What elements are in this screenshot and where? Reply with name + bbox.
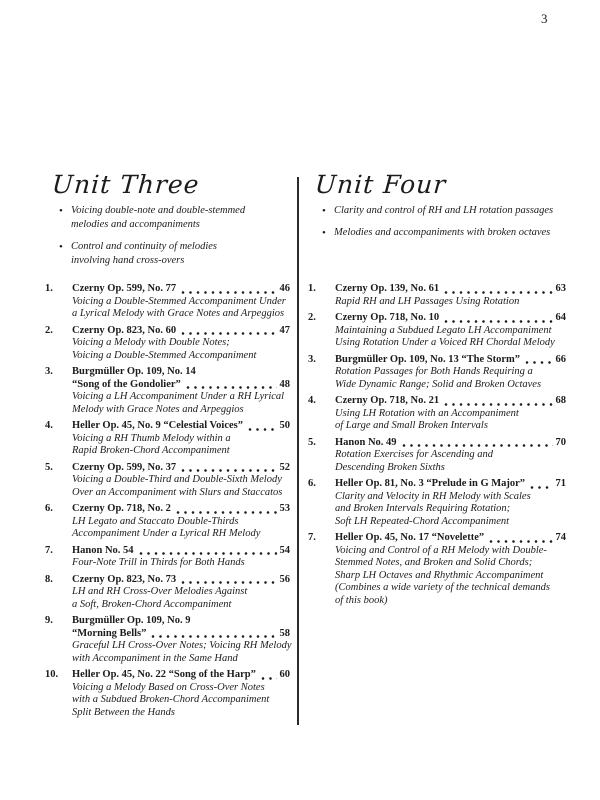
item-page-number: 48	[279, 378, 290, 390]
item-title: Hanon No. 54	[72, 544, 134, 556]
item-number: 3.	[45, 366, 53, 377]
toc-item	[45, 669, 290, 719]
toc-item	[308, 437, 566, 475]
item-page-number: 71	[555, 478, 566, 489]
unit-column	[45, 170, 292, 718]
dot-leader	[151, 635, 276, 638]
item-title-line	[335, 395, 566, 408]
dot-leader	[444, 320, 552, 323]
item-body	[72, 283, 290, 321]
bullet-text: Control and continuity of melodies involving hand cross-overs	[71, 241, 218, 266]
unit-title: Unit Four	[314, 170, 448, 199]
item-title-line	[335, 437, 566, 450]
item-page-number: 50	[279, 420, 290, 431]
dot-leader	[176, 511, 277, 514]
item-page-number: 53	[279, 503, 290, 514]
item-description-line: Voicing and Control of a RH Melody with Double-	[335, 544, 547, 556]
dot-leader	[444, 403, 552, 406]
toc-item	[45, 366, 290, 416]
item-title-line	[72, 283, 290, 296]
item-page-number: 68	[555, 395, 566, 406]
item-description-line: LH Legato and Staccato Double-Thirds	[72, 515, 239, 527]
item-description-line: (Combines a wide variety of the technical demands	[335, 582, 550, 593]
toc-item	[308, 395, 566, 433]
item-title-line	[72, 615, 290, 628]
item-body	[335, 283, 566, 308]
unit-bullet-list	[308, 204, 566, 240]
item-description-line: Voicing a Melody with Double Notes;	[72, 337, 230, 348]
item-title-line	[335, 478, 566, 491]
item-number: 7.	[45, 544, 53, 556]
item-number: 1.	[308, 283, 316, 294]
bullet-text: Melodies and accompaniments with broken octaves	[334, 227, 551, 238]
item-description-line: Voicing a Double-Stemmed Accompaniment Under	[72, 295, 286, 307]
toc-item	[308, 312, 566, 350]
item-description-line: a Lyrical Melody with Grace Notes and Arpeggios	[72, 308, 285, 319]
item-description-line: Soft LH Repeated-Chord Accompaniment	[335, 515, 510, 527]
item-title: “Song of the Gondolier”	[72, 378, 181, 390]
bullet-icon: •	[59, 205, 63, 217]
item-title-line	[72, 503, 290, 516]
item-body	[72, 325, 290, 363]
item-description-line: Rapid Broken-Chord Accompaniment	[72, 445, 230, 456]
item-description-line: LH and RH Cross-Over Melodies Against	[72, 586, 248, 597]
toc-item	[45, 503, 290, 541]
item-title-line	[72, 574, 290, 587]
item-number: 5.	[308, 436, 316, 448]
item-body	[72, 462, 290, 500]
item-title: “Morning Bells”	[72, 627, 147, 639]
dot-leader	[530, 486, 552, 489]
item-description-line: Sharp LH Octaves and Rhythmic Accompaniment	[335, 569, 544, 581]
item-body	[72, 545, 290, 570]
item-description-line: Rapid RH and LH Passages Using Rotation	[335, 295, 520, 307]
item-title: Czerny Op. 139, No. 61	[335, 283, 440, 294]
item-title: Czerny Op. 718, No. 2	[72, 503, 171, 514]
item-title: Czerny Op. 599, No. 77	[72, 283, 177, 294]
item-body	[72, 669, 290, 719]
item-title: Hanon No. 49	[335, 436, 397, 448]
item-body	[335, 437, 566, 475]
toc-item	[45, 325, 290, 363]
item-page-number: 58	[279, 627, 290, 639]
dot-leader	[402, 444, 553, 447]
item-number: 4.	[45, 420, 53, 431]
toc-item	[45, 462, 290, 500]
item-page-number: 64	[555, 312, 566, 323]
item-number: 10.	[45, 669, 59, 680]
toc-item	[45, 574, 290, 612]
item-description-line: Using LH Rotation with an Accompaniment	[335, 407, 519, 419]
item-title-line	[72, 669, 290, 682]
item-title: Burgmüller Op. 109, No. 13 “The Storm”	[335, 353, 521, 365]
item-description-line: Using Rotation Under a Voiced RH Chordal Melody	[335, 337, 555, 348]
item-number: 3.	[308, 353, 316, 365]
item-description-line: with a Subdued Broken-Chord Accompaniment	[72, 694, 270, 705]
item-title-line	[72, 366, 290, 379]
item-page-number: 47	[279, 324, 290, 336]
item-title-line	[72, 325, 290, 338]
item-number: 7.	[308, 532, 316, 543]
item-page-number: 70	[555, 436, 566, 448]
unit-title: Unit Three	[51, 170, 201, 199]
bullet-text: Voicing double-note and double-stemmed melodies and accompaniments	[71, 205, 246, 230]
item-number: 2.	[308, 312, 316, 323]
page-number: 3	[541, 11, 548, 26]
item-number: 2.	[45, 324, 53, 336]
bullet-item	[308, 204, 566, 218]
dot-leader	[181, 581, 276, 584]
item-title: Heller Op. 81, No. 3 “Prelude in G Major”	[335, 478, 526, 489]
item-body	[335, 312, 566, 350]
item-description-line: Four-Note Trill in Thirds for Both Hands	[72, 557, 245, 568]
toc-item	[45, 283, 290, 321]
item-body	[335, 478, 566, 528]
item-body	[72, 366, 290, 416]
bullet-icon: •	[322, 227, 326, 239]
item-title-line	[72, 462, 290, 475]
dot-leader	[444, 291, 552, 294]
item-page-number: 54	[279, 544, 290, 556]
item-description-line: Voicing a Melody Based on Cross-Over Notes	[72, 681, 265, 693]
item-body	[72, 420, 290, 458]
toc-item	[45, 420, 290, 458]
dot-leader	[139, 552, 277, 555]
item-title-line	[72, 420, 290, 433]
item-number: 5.	[45, 461, 53, 473]
item-description-line: of this book)	[335, 594, 388, 606]
item-page-number: 46	[279, 283, 290, 294]
item-number: 8.	[45, 573, 53, 585]
item-description-line: and Broken Intervals Requiring Rotation;	[335, 503, 511, 514]
dot-leader	[261, 677, 277, 680]
item-body	[335, 532, 566, 607]
unit-item-list	[45, 283, 290, 723]
bullet-icon: •	[322, 205, 326, 217]
item-body	[72, 615, 290, 665]
item-page-number: 56	[279, 573, 290, 585]
dot-leader	[525, 361, 552, 364]
bullet-icon: •	[59, 241, 63, 253]
dot-leader	[489, 540, 552, 543]
toc-item	[308, 532, 566, 607]
item-number: 9.	[45, 615, 53, 626]
item-title-line	[72, 628, 290, 641]
item-description-line: of Large and Small Broken Intervals	[335, 420, 488, 431]
item-number: 6.	[308, 478, 316, 489]
bullet-item	[45, 204, 290, 232]
item-title: Heller Op. 45, No. 22 “Song of the Harp”	[72, 669, 256, 680]
item-description-line: Stemmed Notes, and Broken and Solid Chords;	[335, 557, 533, 568]
item-description-line: Over an Accompaniment with Slurs and Staccatos	[72, 486, 283, 498]
item-description-line: Accompaniment Under a Lyrical RH Melody	[72, 528, 261, 539]
item-description-line: a Soft, Broken-Chord Accompaniment	[72, 598, 232, 610]
item-description-line: Voicing a RH Thumb Melody within a	[72, 432, 231, 444]
item-body	[335, 395, 566, 433]
toc-item	[308, 478, 566, 528]
item-description-line: Voicing a LH Accompaniment Under a RH Lyrical	[72, 391, 285, 402]
dot-leader	[181, 332, 276, 335]
item-title: Burgmüller Op. 109, No. 9	[72, 615, 191, 626]
item-title: Burgmüller Op. 109, No. 14	[72, 366, 196, 377]
unit-bullet-list	[45, 204, 290, 268]
dot-leader	[186, 386, 277, 389]
item-title-line	[335, 312, 566, 325]
item-title: Heller Op. 45, No. 17 “Novelette”	[335, 532, 485, 543]
bullet-item	[45, 240, 290, 268]
item-description-line: Graceful LH Cross-Over Notes; Voicing RH Melody	[72, 640, 292, 651]
item-title-line	[335, 354, 566, 367]
item-description-line: Wide Dynamic Range; Solid and Broken Octaves	[335, 378, 542, 390]
bullet-text: Clarity and control of RH and LH rotation passages	[334, 205, 554, 216]
item-title-line	[72, 545, 290, 558]
item-description-line: Rotation Exercises for Ascending and	[335, 449, 494, 460]
item-page-number: 52	[279, 461, 290, 473]
item-description-line: Descending Broken Sixths	[335, 461, 445, 473]
item-title-line	[72, 379, 290, 392]
item-description-line: Voicing a Double-Third and Double-Sixth Melody	[72, 474, 282, 485]
item-title: Heller Op. 45, No. 9 “Celestial Voices”	[72, 420, 243, 431]
item-title: Czerny Op. 823, No. 73	[72, 573, 177, 585]
item-description-line: with Accompaniment in the Same Hand	[72, 652, 238, 664]
item-description-line: Split Between the Hands	[72, 706, 175, 718]
dot-leader	[181, 469, 276, 472]
item-title: Czerny Op. 599, No. 37	[72, 461, 177, 473]
toc-item	[45, 615, 290, 665]
item-description-line: Voicing a Double-Stemmed Accompaniment	[72, 349, 257, 361]
item-title: Czerny Op. 718, No. 10	[335, 312, 440, 323]
item-body	[335, 354, 566, 392]
unit-item-list	[308, 283, 566, 611]
column-divider	[297, 177, 299, 725]
item-title: Czerny Op. 718, No. 21	[335, 395, 440, 406]
item-title: Czerny Op. 823, No. 60	[72, 324, 177, 336]
item-number: 6.	[45, 503, 53, 514]
toc-item	[308, 354, 566, 392]
item-description-line: Clarity and Velocity in RH Melody with Scales	[335, 490, 531, 502]
bullet-item	[308, 226, 566, 240]
toc-item	[45, 545, 290, 570]
item-page-number: 74	[555, 532, 566, 543]
item-description-line: Maintaining a Subdued Legato LH Accompaniment	[335, 324, 552, 336]
item-page-number: 63	[555, 283, 566, 294]
item-description-line: Rotation Passages for Both Hands Requiring a	[335, 366, 533, 377]
item-title-line	[335, 532, 566, 545]
dot-leader	[248, 428, 277, 431]
item-page-number: 66	[555, 353, 566, 365]
item-description-line: Melody with Grace Notes and Arpeggios	[72, 403, 244, 415]
unit-column	[308, 170, 566, 606]
item-number: 1.	[45, 283, 53, 294]
item-body	[72, 503, 290, 541]
item-title-line	[335, 283, 566, 296]
item-page-number: 60	[279, 669, 290, 680]
toc-item	[308, 283, 566, 308]
dot-leader	[181, 291, 276, 294]
item-body	[72, 574, 290, 612]
item-number: 4.	[308, 395, 316, 406]
